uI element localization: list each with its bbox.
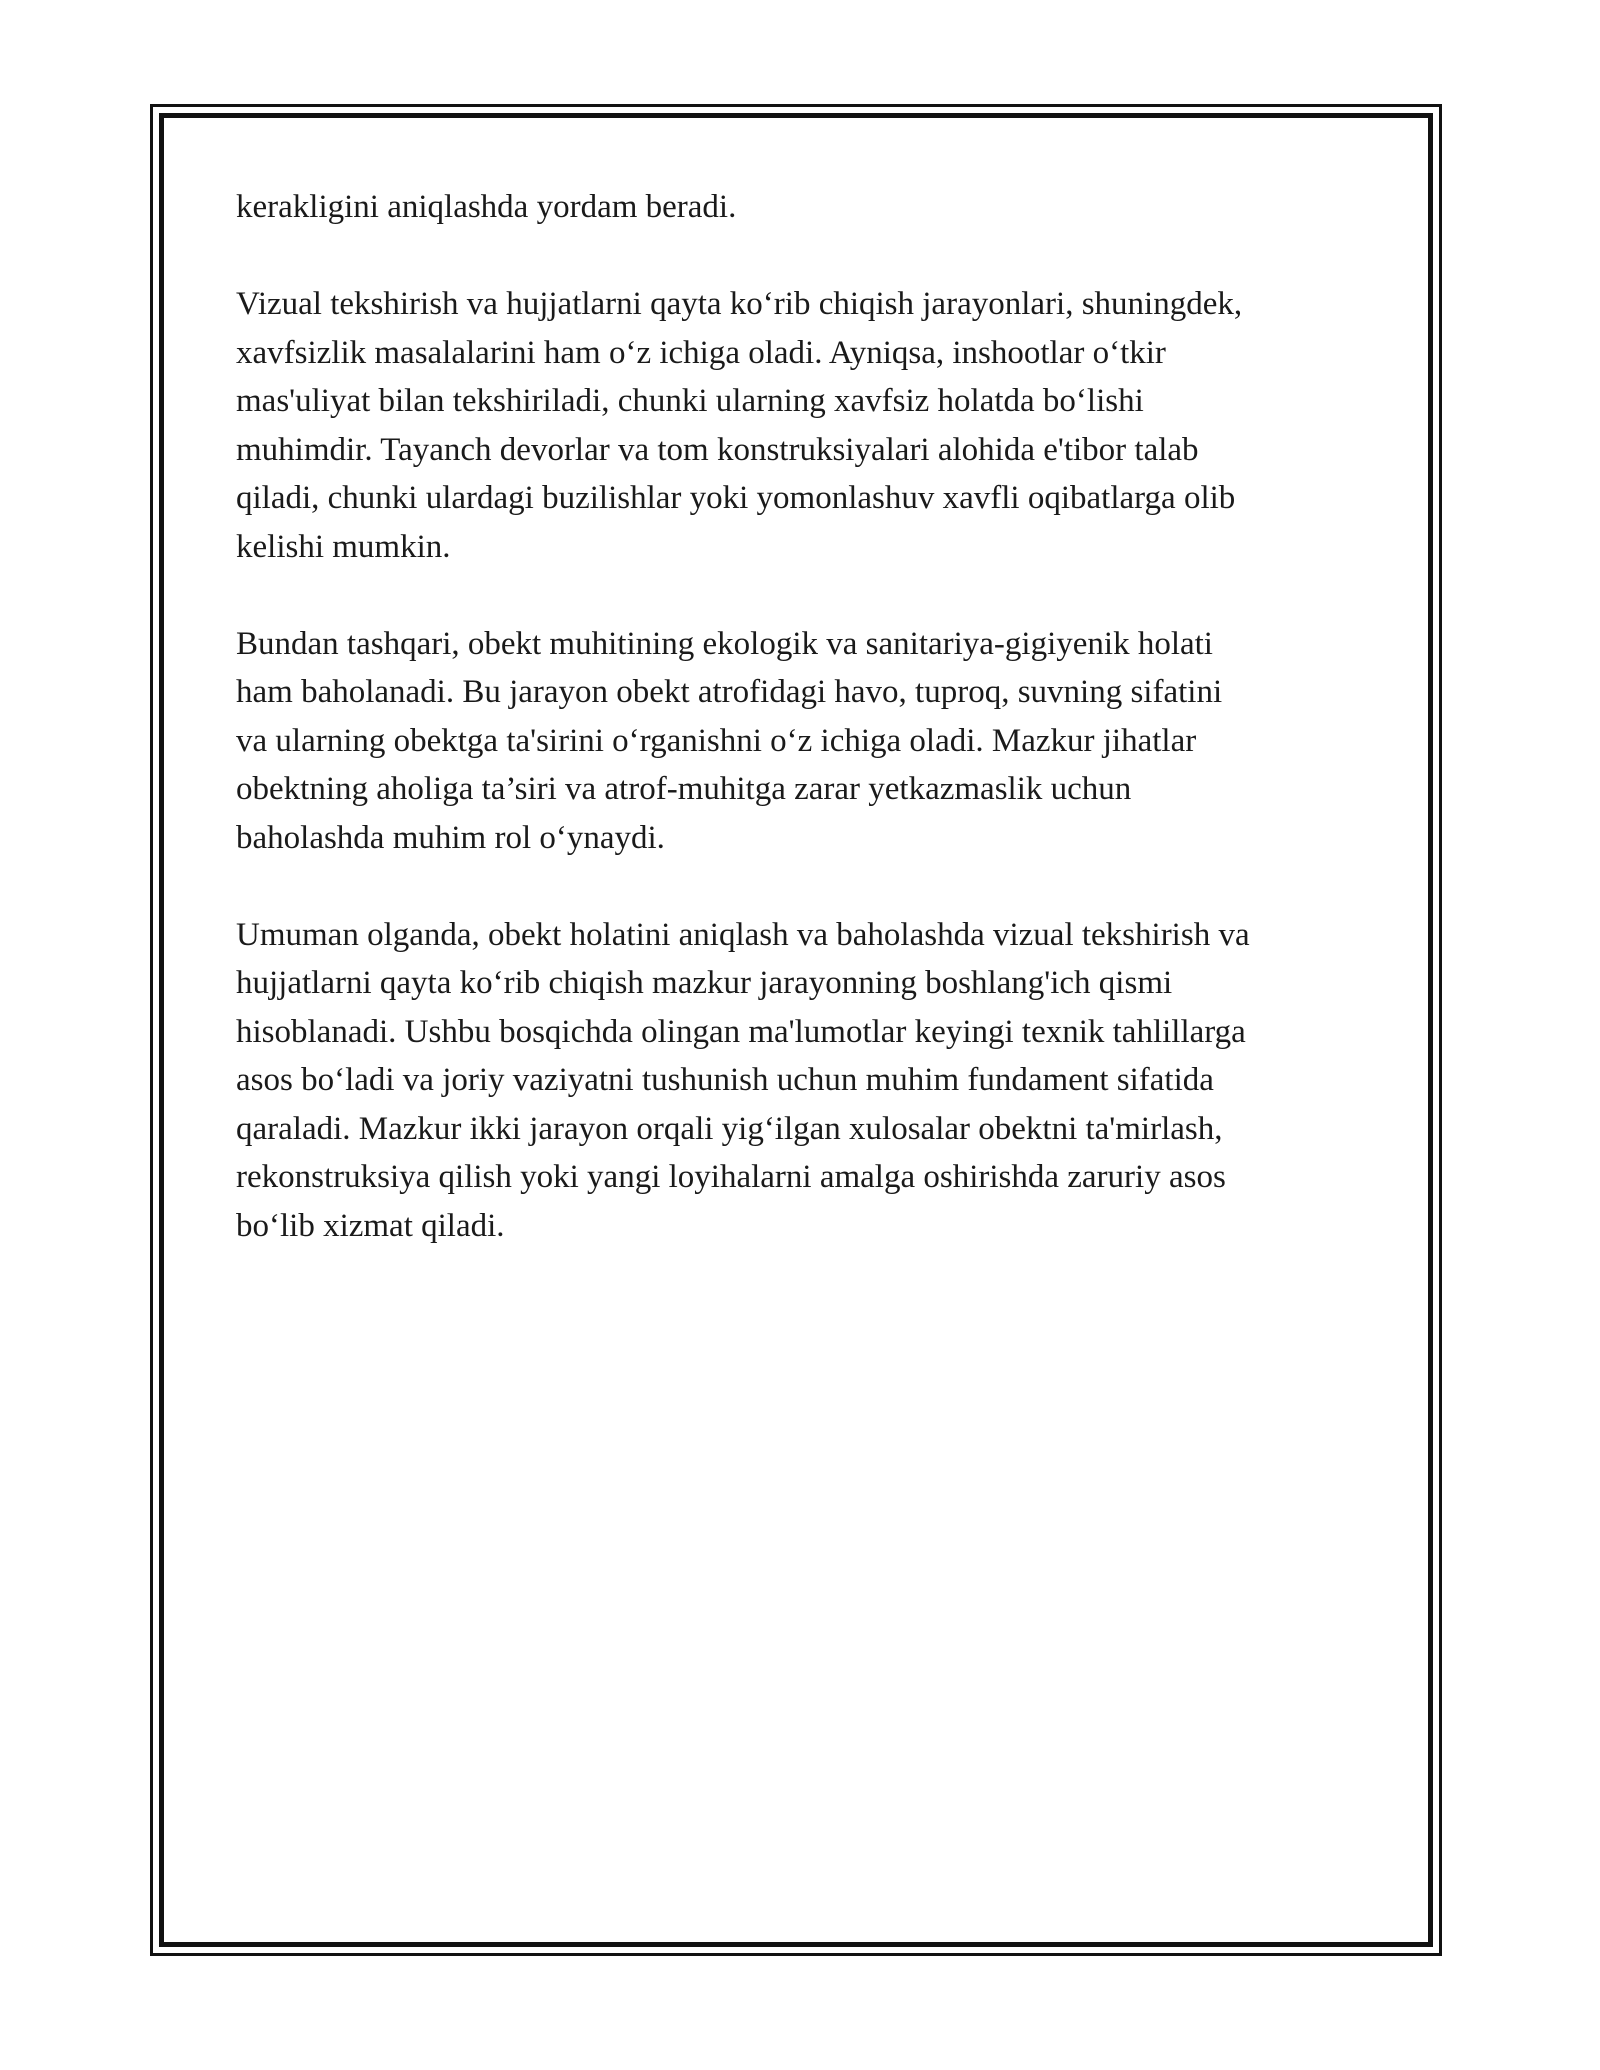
- text-line: hujjatlarni qayta koʻrib chiqish mazkur jarayonning boshlang'ich qismi: [236, 965, 1173, 1001]
- text-line: muhimdir. Tayanch devorlar va tom konstruksiyalari alohida e'tibor talab: [236, 431, 1199, 468]
- text-line: Bundan tashqari, obekt muhitining ekologik va sanitariya-gigiyenik holati: [236, 625, 1213, 662]
- paragraph-3: [236, 620, 1376, 863]
- text-line: Vizual tekshirish va hujjatlarni qayta koʻrib chiqish jarayonlari, shuningdek,: [236, 286, 1243, 322]
- text-line: kerakligini aniqlashda yordam beradi.: [236, 189, 737, 225]
- text-line: kelishi mumkin.: [236, 528, 451, 565]
- text-line: qaraladi. Mazkur ikki jarayon orqali yigʻilgan xulosalar obektni ta'mirlash,: [236, 1110, 1223, 1147]
- text-line: baholashda muhim rol oʻynaydi.: [236, 819, 665, 856]
- text-line: Umuman olganda, obekt holatini aniqlash va baholashda vizual tekshirish va: [236, 916, 1250, 953]
- text-line: boʻlib xizmat qiladi.: [236, 1207, 505, 1244]
- document-body: [236, 183, 1376, 1299]
- text-line: qiladi, chunki ulardagi buzilishlar yoki yomonlashuv xavfli oqibatlarga olib: [236, 480, 1236, 516]
- text-line: rekonstruksiya qilish yoki yangi loyihalarni amalga oshirishda zaruriy asos: [236, 1159, 1226, 1195]
- paragraph-2: [236, 280, 1376, 571]
- paragraph-4: [236, 911, 1376, 1251]
- text-line: xavfsizlik masalalarini ham oʻz ichiga oladi. Ayniqsa, inshootlar oʻtkir: [236, 334, 1166, 371]
- text-line: asos boʻladi va joriy vaziyatni tushunish uchun muhim fundament sifatida: [236, 1062, 1214, 1098]
- text-line: obektning aholiga ta’siri va atrof-muhitga zarar yetkazmaslik uchun: [236, 771, 1132, 807]
- text-line: mas'uliyat bilan tekshiriladi, chunki ularning xavfsiz holatda boʻlishi: [236, 383, 1144, 419]
- text-line: hisoblanadi. Ushbu bosqichda olingan ma'lumotlar keyingi texnik tahlillarga: [236, 1013, 1246, 1050]
- paragraph-1: [236, 183, 1376, 232]
- text-line: ham baholanadi. Bu jarayon obekt atrofidagi havo, tuproq, suvning sifatini: [236, 674, 1223, 710]
- text-line: va ularning obektga ta'sirini oʻrganishni oʻz ichiga oladi. Mazkur jihatlar: [236, 722, 1197, 759]
